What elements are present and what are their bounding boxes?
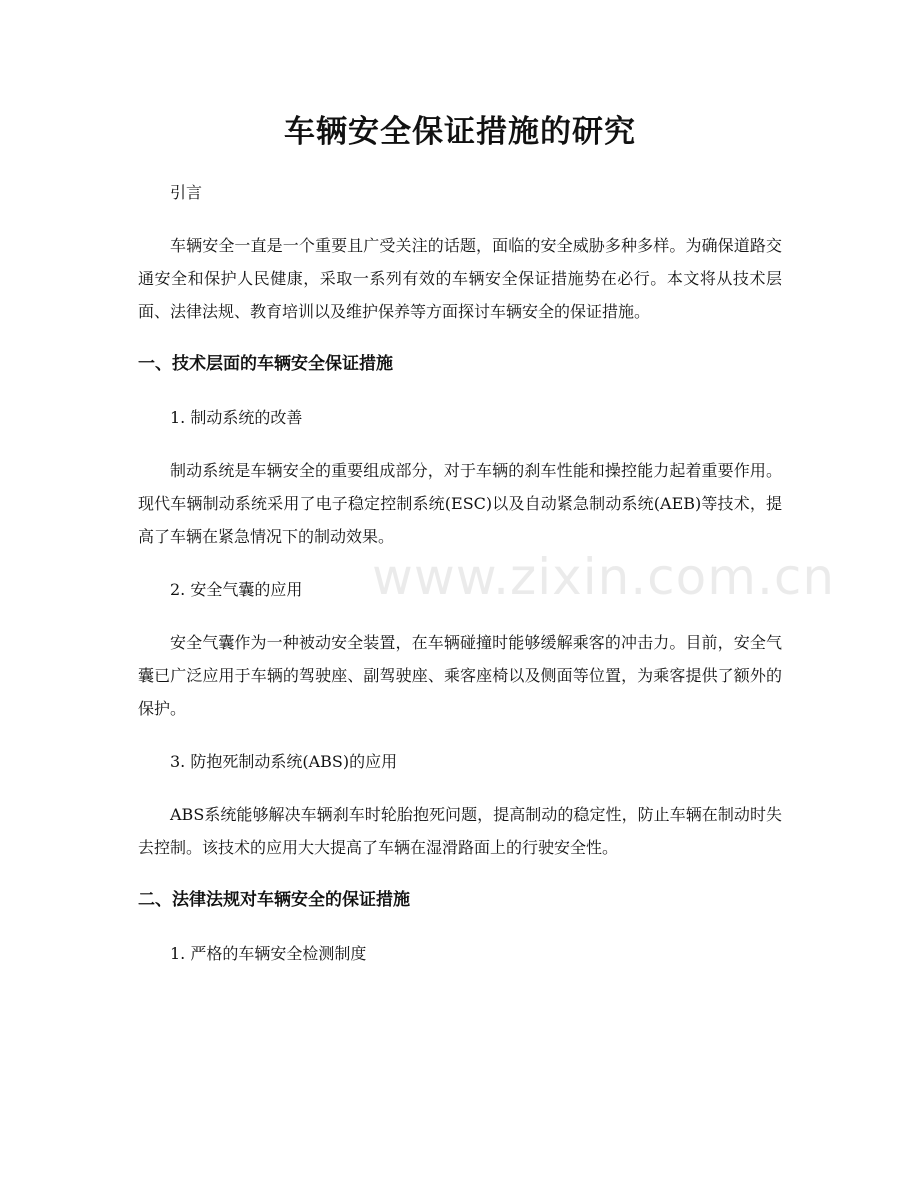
subsection-label-abs: 3. 防抱死制动系统(ABS)的应用 [170,752,398,771]
subsection-paragraph-airbags: 安全气囊作为一种被动安全装置，在车辆碰撞时能够缓解乘客的冲击力。目前，安全气囊已广泛应用于车辆的驾驶座、副驾驶座、乘客座椅以及侧面等位置，为乘客提供了额外的保护。 [138,633,782,718]
section-heading-legal: 二、法律法规对车辆安全的保证措施 [138,890,410,910]
watermark-text: www.zixin.com.cn [372,548,836,606]
subsection-label-inspection: 1. 严格的车辆安全检测制度 [170,944,367,963]
subsection-paragraph-abs: ABS系统能够解决车辆刹车时轮胎抱死问题，提高制动的稳定性，防止车辆在制动时失去控制。该技术的应用大大提高了车辆在湿滑路面上的行驶安全性。 [138,805,782,857]
intro-paragraph: 车辆安全一直是一个重要且广受关注的话题，面临的安全威胁多种多样。为确保道路交通安全和保护人民健康，采取一系列有效的车辆安全保证措施势在必行。本文将从技术层面、法律法规、教育培训以及维护保养等方面探讨车辆安全的保证措施。 [138,236,782,321]
subsection-paragraph-brakes: 制动系统是车辆安全的重要组成部分，对于车辆的刹车性能和操控能力起着重要作用。现代车辆制动系统采用了电子稳定控制系统(ESC)以及自动紧急制动系统(AEB)等技术，提高了车辆在紧急情况下的制动效果。 [138,461,782,546]
intro-label: 引言 [170,183,203,202]
section-heading-technical: 一、技术层面的车辆安全保证措施 [138,354,393,374]
subsection-label-brakes: 1. 制动系统的改善 [170,408,303,427]
document-title: 车辆安全保证措施的研究 [284,114,636,150]
subsection-label-airbags: 2. 安全气囊的应用 [170,580,303,599]
